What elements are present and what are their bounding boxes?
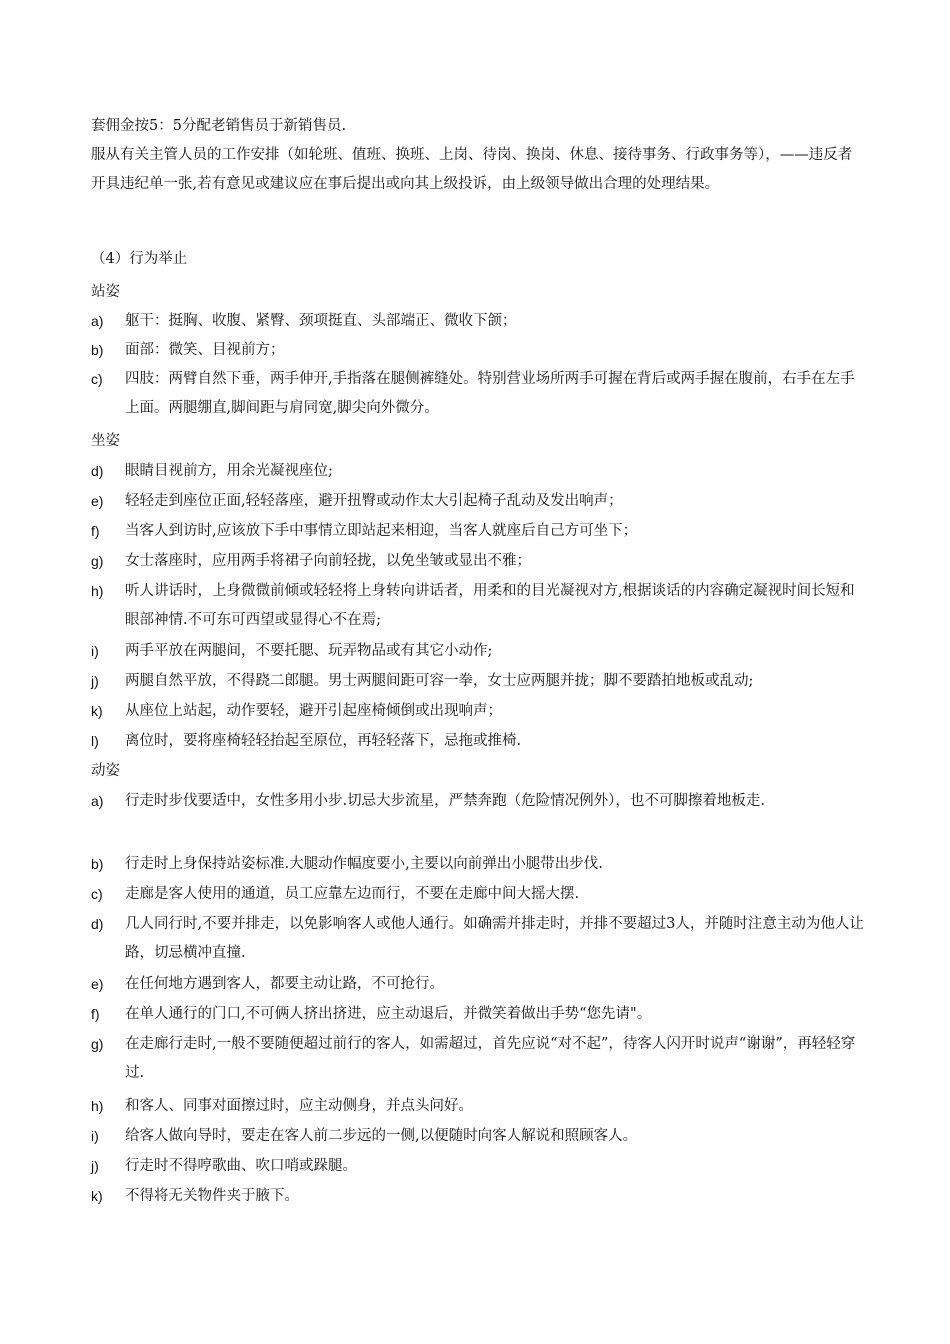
list-item bbox=[91, 637, 866, 666]
list-item bbox=[91, 1030, 866, 1087]
list-marker: b) bbox=[91, 342, 104, 358]
list-item bbox=[91, 517, 866, 546]
list-item-text: 当客人到访时,应该放下手中事情立即站起来相迎，当客人就座后自己方可坐下； bbox=[125, 523, 638, 539]
list-marker: l) bbox=[91, 733, 99, 749]
list-item-text: 行走时步伐要适中，女性多用小步.切忌大步流星，严禁奔跑（危险情况例外），也不可脚擦着地板走. bbox=[125, 793, 765, 809]
list-item bbox=[91, 365, 866, 422]
list-item bbox=[91, 457, 866, 486]
list-item-text: 离位时，要将座椅轻轻抬起至原位，再轻轻落下，忌拖或推椅. bbox=[125, 733, 522, 749]
list-item bbox=[91, 307, 866, 336]
list-item-text: 和客人、同事对面擦过时，应主动侧身，并点头问好。 bbox=[125, 1098, 473, 1114]
list-marker: f) bbox=[91, 1006, 100, 1022]
list-marker: d) bbox=[91, 463, 104, 479]
list-item-text: 不得将无关物件夹于腋下。 bbox=[125, 1188, 299, 1204]
list-item-text: 女士落座时，应用两手将裙子向前轻拢，以免坐皱或显出不雅； bbox=[125, 553, 531, 569]
list-marker: c) bbox=[91, 886, 103, 902]
list-item bbox=[91, 910, 866, 967]
list-item bbox=[91, 787, 866, 816]
list-item bbox=[91, 970, 866, 999]
list-item bbox=[91, 850, 866, 879]
list-marker: j) bbox=[91, 673, 99, 689]
list-marker: a) bbox=[91, 313, 104, 329]
list-item-text: 给客人做向导时，要走在客人前二步远的一侧,以便随时向客人解说和照顾客人。 bbox=[125, 1128, 638, 1144]
list-item bbox=[91, 336, 866, 365]
list-marker: e) bbox=[91, 493, 104, 509]
list-marker: g) bbox=[91, 553, 104, 569]
list-item bbox=[91, 880, 866, 909]
list-marker: h) bbox=[91, 1098, 104, 1114]
walking-heading: 动姿 bbox=[91, 763, 120, 779]
list-item-text: 躯干：挺胸、收腹、紧臀、颈项挺直、头部端正、微收下颌； bbox=[125, 313, 517, 329]
intro-paragraph: 套佣金按5：5分配老销售员于新销售员. bbox=[91, 118, 347, 134]
list-item-text: 两手平放在两腿间，不要托腮、玩弄物品或有其它小动作; bbox=[125, 643, 493, 659]
list-item bbox=[91, 487, 866, 516]
list-item-text: 眼睛目视前方，用余光凝视座位; bbox=[125, 463, 333, 479]
section-title: （4）行为举止 bbox=[91, 251, 188, 267]
list-item bbox=[91, 1092, 866, 1121]
sitting-heading: 坐姿 bbox=[91, 433, 120, 449]
list-marker: f) bbox=[91, 523, 100, 539]
list-marker: h) bbox=[91, 583, 104, 599]
list-marker: b) bbox=[91, 856, 104, 872]
list-item bbox=[91, 577, 866, 634]
list-item-text: 行走时不得哼歌曲、吹口哨或跺腿。 bbox=[125, 1158, 357, 1174]
list-marker: i) bbox=[91, 1128, 99, 1144]
list-item bbox=[91, 697, 866, 726]
list-marker: g) bbox=[91, 1036, 104, 1052]
list-item-text: 在单人通行的门口,不可俩人挤出挤进，应主动退后，并微笑着做出手势“您先请"。 bbox=[125, 1006, 652, 1022]
list-item-text: 两腿自然平放，不得跷二郎腿。男士两腿间距可容一拳，女士应两腿并拢；脚不要踏拍地板或乱动; bbox=[125, 673, 754, 689]
list-marker: d) bbox=[91, 916, 104, 932]
list-marker: a) bbox=[91, 793, 104, 809]
list-item bbox=[91, 727, 866, 756]
list-item-text: 在任何地方遇到客人，都要主动让路，不可抢行。 bbox=[125, 976, 444, 992]
list-item-text: 四肢：两臂自然下垂，两手伸开,手指落在腿侧裤缝处。特别营业场所两手可握在背后或两手握在腹前，右手在左手上面。两腿绷直,脚间距与肩同宽,脚尖向外微分。 bbox=[125, 371, 855, 416]
list-item-text: 听人讲话时，上身微微前倾或轻轻将上身转向讲话者，用柔和的目光凝视对方,根据谈话的内容确定凝视时间长短和眼部神情.不可东可西望或显得心不在焉; bbox=[125, 583, 855, 628]
list-marker: e) bbox=[91, 976, 104, 992]
list-item-text: 在走廊行走时,一般不要随便超过前行的客人，如需超过，首先应说“对不起”，待客人闪开时说声“谢谢”，再轻轻穿过. bbox=[125, 1036, 856, 1081]
standing-heading: 站姿 bbox=[91, 284, 120, 300]
list-item bbox=[91, 667, 866, 696]
list-marker: k) bbox=[91, 703, 103, 719]
list-item-text: 走廊是客人使用的通道，员工应靠左边而行，不要在走廊中间大摇大摆. bbox=[125, 886, 580, 902]
list-item-text: 几人同行时,不要并排走，以免影响客人或他人通行。如确需并排走时，并排不要超过3人，并随时注意主动为他人让路，切忌横冲直撞. bbox=[125, 916, 864, 961]
intro-paragraph: 服从有关主管人员的工作安排（如轮班、值班、换班、上岗、待岗、换岗、休息、接待事务、行政事务等），——违反者开具违纪单一张,若有意见或建议应在事后提出或向其上级投诉，由上级领导做出合理的处理结果。 bbox=[91, 147, 853, 192]
list-item bbox=[91, 1182, 866, 1211]
list-item-text: 行走时上身保持站姿标准.大腿动作幅度要小,主要以向前弹出小腿带出步伐. bbox=[125, 856, 603, 872]
list-item bbox=[91, 1122, 866, 1151]
list-item bbox=[91, 1000, 866, 1029]
list-marker: j) bbox=[91, 1158, 99, 1174]
list-marker: c) bbox=[91, 371, 103, 387]
list-item-text: 从座位上站起，动作要轻，避开引起座椅倾倒或出现响声； bbox=[125, 703, 502, 719]
list-marker: k) bbox=[91, 1188, 103, 1204]
list-item-text: 轻轻走到座位正面,轻轻落座，避开扭臀或动作太大引起椅子乱动及发出响声； bbox=[125, 493, 623, 509]
list-item-text: 面部：微笑、目视前方； bbox=[125, 342, 285, 358]
list-item bbox=[91, 1152, 866, 1181]
list-marker: i) bbox=[91, 643, 99, 659]
list-item bbox=[91, 547, 866, 576]
